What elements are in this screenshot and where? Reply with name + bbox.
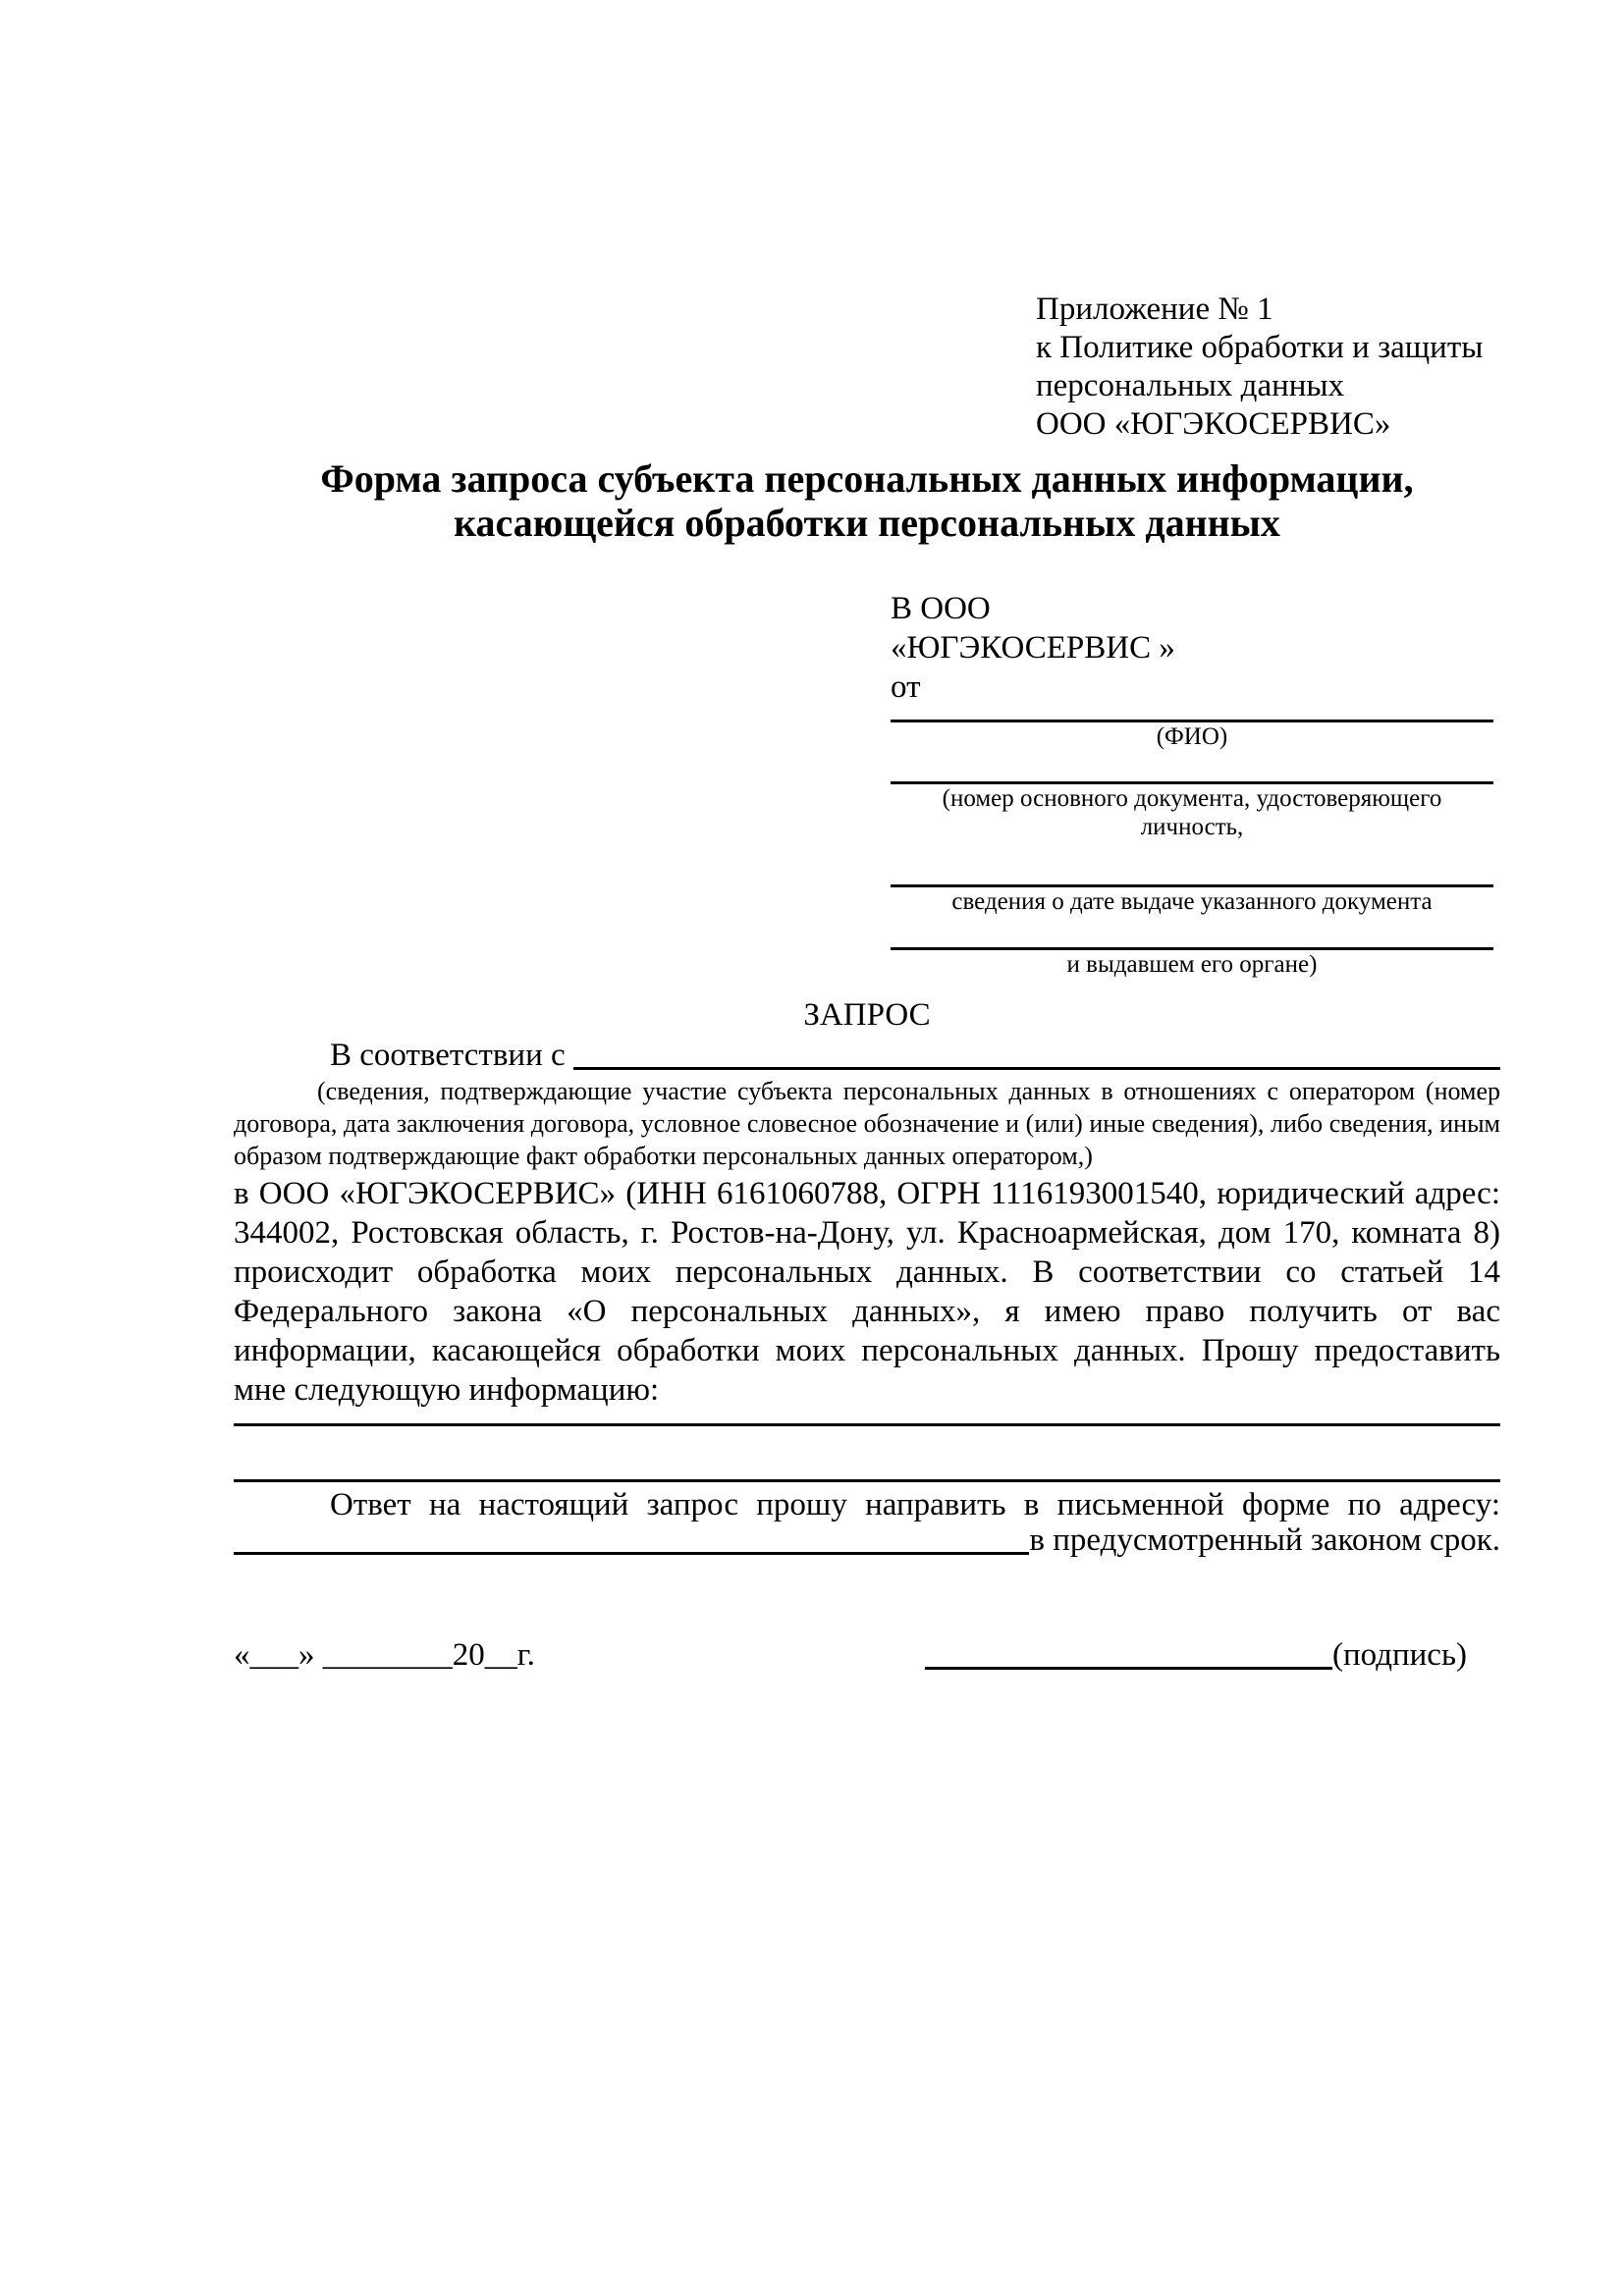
reply-request-tail: в предусмотренный законом срок. [1029, 1522, 1500, 1558]
basis-blank-line [573, 1067, 1500, 1070]
addressee-block [891, 589, 1493, 979]
basis-footnote: (сведения, подтверждающие участие субъекта персональных данных в отношениях с оператором (номер договора, дата заключения договора, условное словесное обозначение и (или) иные сведения), либо сведения, иным образом подтверждающие факт обработки персональных данных оператором,) [234, 1077, 1500, 1170]
document-title-line-2: касающейся обработки персональных данных [454, 501, 1280, 545]
appendix-header [1036, 291, 1507, 444]
issue-date-blank-line [891, 841, 1493, 887]
request-intro-line [234, 1037, 1500, 1074]
reply-request-line: Ответ на настоящий запрос прошу направить в письменной форме по адресу: [330, 1487, 1500, 1522]
document-number-caption: (номер основного документа, удостоверяющего личность, [942, 785, 1442, 840]
request-body-paragraph: в ООО «ЮГЭКОСЕРВИС» (ИНН 6161060788, ОГРН 1116193001540, юридический адрес: 344002, Ростовская область, г. Ростов-на-Дону, ул. Красноармейская, дом 170, комната 8) происходит обработка моих персональных данных. В соответствии со статьей 14 Федерального закона «О персональных данных», я имею право получить от вас информации, касающейся обработки моих персональных данных. Прошу предоставить мне следующую информацию: [234, 1176, 1500, 1408]
issuing-authority-caption: и выдавшем его органе) [1066, 951, 1318, 978]
appendix-line-3: персональных данных [1036, 368, 1345, 403]
appendix-line-4: ООО «ЮГЭКОСЕРВИС» [1036, 406, 1391, 442]
issuing-authority-blank-line [891, 916, 1493, 950]
signature-blank-line [925, 1667, 1332, 1670]
request-heading: ЗАПРОС [803, 997, 931, 1033]
document-number-blank-line [891, 751, 1493, 784]
signature-row [234, 1635, 1467, 1675]
reply-address-line [234, 1522, 1500, 1559]
signature-caption: (подпись) [1332, 1637, 1467, 1673]
requested-info-blank-line-2 [234, 1479, 1500, 1482]
appendix-line-1: Приложение № 1 [1036, 292, 1273, 327]
reply-address-blank-line [234, 1552, 1029, 1555]
requested-info-blank-line-1 [234, 1423, 1500, 1426]
signature-area [925, 1635, 1467, 1675]
addressee-to-line-2: «ЮГЭКОСЕРВИС » [891, 630, 1175, 666]
appendix-line-2: к Политике обработки и защиты [1036, 330, 1484, 365]
document-title-line-1: Форма запроса субъекта персональных данных информации, [320, 456, 1414, 501]
document-title [234, 456, 1500, 545]
date-placeholder: «___» ________20__г. [234, 1637, 535, 1673]
request-intro-prefix: В соответствии с [330, 1038, 566, 1073]
issue-date-caption: сведения о дате выдаче указанного документа [951, 888, 1433, 915]
addressee-to-line-1: В ООО [891, 591, 991, 626]
addressee-from-label: от [891, 669, 921, 705]
fio-caption: (ФИО) [1156, 723, 1228, 750]
fio-blank-line [891, 707, 1493, 722]
